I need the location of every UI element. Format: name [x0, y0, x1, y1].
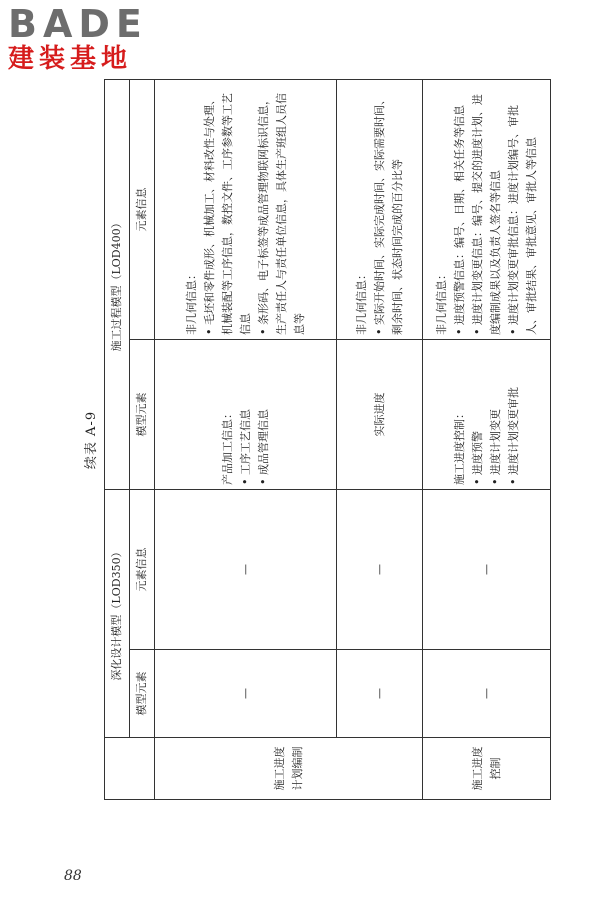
group-header-lod350: 深化设计模型（LOD350） — [105, 489, 130, 737]
element-title: 产品加工信息： — [220, 407, 234, 485]
logo-wordmark: BADE — [8, 2, 148, 46]
lod350-info-cell: — — [155, 489, 337, 649]
lod400-element-cell — [155, 339, 337, 489]
info-item: • 进度预警信息：编号、日期、相关任务等信息 — [451, 84, 469, 335]
lod350-element-cell: — — [337, 650, 423, 738]
lod400-info-cell — [423, 79, 551, 339]
info-item: • 条形码、电子标签等成品管理物联网标识信息，生产责任人与责任单位信息，具体生产班组人员信息等 — [255, 84, 309, 335]
table-group-header-row — [105, 79, 130, 799]
table-row — [155, 79, 337, 799]
element-item: • 成品管理信息 — [255, 344, 273, 485]
lod400-info-cell — [155, 79, 337, 339]
lod400-element-cell: 实际进度 — [337, 339, 423, 489]
page-number: 88 — [64, 868, 82, 884]
group-header-lod400: 施工过程模型（LOD400） — [105, 79, 130, 489]
lod350-info-cell: — — [423, 489, 551, 649]
row-label: 施工进度控制 — [423, 738, 551, 800]
table-row — [337, 79, 423, 799]
lod400-info-cell — [337, 79, 423, 339]
table-sub-header-row — [130, 79, 155, 799]
row-label: 施工进度计划编制 — [155, 738, 423, 800]
lod350-element-cell: — — [155, 650, 337, 738]
table-row — [423, 79, 551, 799]
sub-header-lod400-element: 模型元素 — [130, 339, 155, 489]
table-caption: 续表 A-9 — [84, 410, 99, 470]
info-item: • 毛坯和零件成形、机械加工、材料改性与处理、机械装配等工序信息，数控文件、工序参数等工艺信息 — [201, 84, 255, 335]
element-item: • 进度计划变更 — [487, 344, 505, 485]
corner-cell — [105, 738, 155, 800]
element-item: • 工序工艺信息 — [237, 344, 255, 485]
info-intro: 非几何信息： — [434, 268, 448, 335]
element-item: • 进度预警 — [469, 344, 487, 485]
info-item: • 进度计划变更审批信息：进度计划编号、审批人、审批结果、审批意见、审批人等信息 — [505, 84, 541, 335]
lod-table — [104, 79, 551, 800]
sub-header-lod400-info: 元素信息 — [130, 79, 155, 339]
lod350-info-cell: — — [337, 489, 423, 649]
rotated-table-page — [80, 80, 550, 800]
lod400-element-cell — [423, 339, 551, 489]
info-item: • 进度计划变更信息：编号、提交的进度计划、进度编制成果以及负责人签名等信息 — [469, 84, 505, 335]
sub-header-lod350-info: 元素信息 — [130, 489, 155, 649]
info-intro: 非几何信息： — [354, 268, 368, 335]
info-item: • 实际开始时间、实际完成时间、实际需要时间、剩余时间、状态时间完成的百分比等 — [371, 84, 407, 335]
logo-subtitle: 建装基地 — [8, 44, 133, 74]
info-intro: 非几何信息： — [184, 268, 198, 335]
brand-logo — [8, 4, 148, 74]
lod350-element-cell: — — [423, 650, 551, 738]
sub-header-lod350-element: 模型元素 — [130, 650, 155, 738]
element-item: • 进度计划变更审批 — [505, 344, 523, 485]
element-title: 施工进度控制： — [452, 407, 466, 485]
